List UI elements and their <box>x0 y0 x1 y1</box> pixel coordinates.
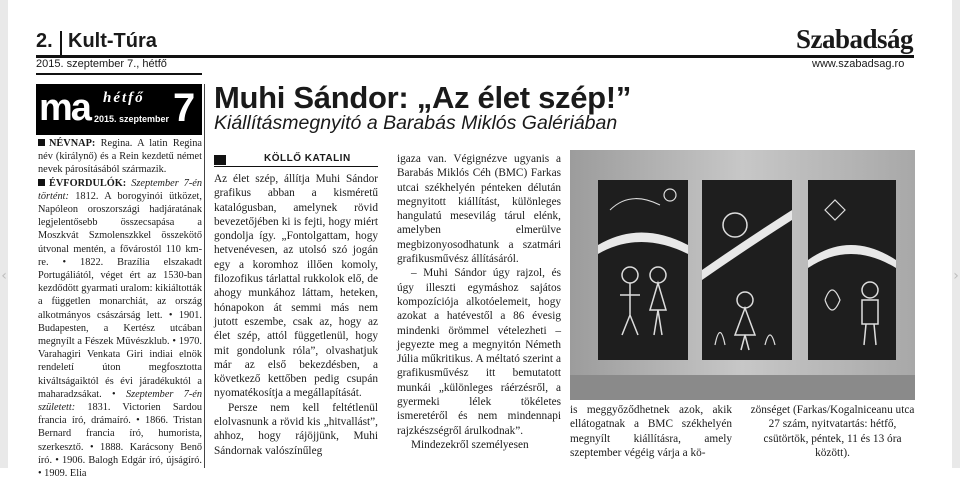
calendar-date: 2015. szeptember <box>94 114 170 124</box>
chevron-left-icon[interactable]: ‹ <box>1 268 7 284</box>
article-paragraph: zönséget (Farkas/Kogalniceanu utca 27 szám, nyitvatartás: hétfő, csütörtök, péntek, 11 és 13 óra között). <box>750 404 915 459</box>
calendar-box <box>36 84 202 135</box>
article-paragraph: is meggyőződhetnek azok, akik ellátogatnak a BMC székhelyén megnyílt kiállításra, amely szeptember végéig várja a kö- <box>570 404 732 459</box>
artwork-panel <box>702 180 792 360</box>
left-column-text <box>38 137 202 480</box>
article-column-3 <box>570 403 732 460</box>
website-url[interactable]: www.szabadsag.ro <box>812 58 905 70</box>
author-name: KÖLLŐ KATALIN <box>264 153 351 164</box>
article-subtitle: Kiállításmegnyitó a Barabás Miklós Galériában <box>214 112 618 134</box>
calendar-ma: ma <box>39 87 90 129</box>
nevnap-paragraph <box>38 137 202 177</box>
byline <box>214 153 378 167</box>
bullet-square-icon <box>38 179 45 186</box>
article-column-2 <box>397 152 561 452</box>
evfordulok-text-2: 1831. Victorien Sardou francia író, drámaíró. • 1866. Tristan Bernard francia író, humorista, szerkesztő. • 1888. Karácsony Benő író. • 1906. Balogh Edgár író, újságíró. • 1909. Elia <box>38 402 202 480</box>
article-paragraph: – Muhi Sándor úgy rajzol, és úgy illeszti egymáshoz sajátos kompozíciója alkotóelemeit, hogy azokat a hatévestől a 86 évesig mindenki örömmel vételezheti – jegyezte meg a megnyitón Németh Júlia műkritikus. A méltató szerint a grafikusművész itt bemutatott munkái „különleges ráérzésről, a gyermeki lélek tökéletes ismeretéről és nem mindennapi rajzkészségről árulkodnak”. <box>397 267 561 437</box>
section-title: Kult-Túra <box>68 30 157 52</box>
newspaper-logo: Szabadság <box>796 24 914 54</box>
article-paragraph: Persze nem kell feltétlenül elolvasnunk a rövid kis „hitvallást”, ahhoz, hogy rájöjjünk, Muhi Sándornak valószínűleg <box>214 401 378 457</box>
page-number: 2. <box>36 30 53 52</box>
column-divider <box>204 84 205 468</box>
byline-marker-icon <box>214 155 226 165</box>
nevnap-text: Regina. A latin Regina név (királynő) és a Rein kezdetű német nevek párosításából származik. <box>38 138 203 176</box>
article-paragraph: igaza van. Végignézve ugyanis a Barabás Miklós Céh (BMC) Farkas utcai székhelyén pénteken délután megnyitott kiállítást, különleges hangulatú mesevilág tárul elénk, amelyben elmerülve megbizonyosodhatunk a szatmári grafikusművész állításáról. <box>397 153 561 266</box>
calendar-day-number: 7 <box>173 86 196 130</box>
evfordulok-intro: Szeptember 7-én történt: <box>38 177 202 202</box>
article-title: Muhi Sándor: „Az élet szép!” <box>214 80 632 115</box>
bullet-square-icon <box>38 139 45 146</box>
evfordulok-label: ÉVFORDULÓK: <box>49 177 127 189</box>
previous-page-edge[interactable] <box>0 0 8 468</box>
header-rule <box>36 55 914 58</box>
exhibition-photo <box>570 150 915 400</box>
article-column-1 <box>214 172 378 458</box>
evfordulok-paragraph <box>38 177 202 480</box>
article-paragraph: Az élet szép, állítja Muhi Sándor grafikus abban a kisméretű katalógusban, amelynek rövid bevezetőjében ki is fejti, hogy miért gondolja így. „Fontolgattam, hogy hetvenévesen, az utolsó szó jogán egy a koromhoz illően komoly, filozofikus tárlattal rukkolok elő, de ahogy munkához láttam, heteken, hónapokon át semmi más nem jutott eszembe, csak az, hogy az élet szép, attól függetlenül, hogy mit gondolunk róla”, olvashatjuk már az első bekezdésben, a következő kettőben pedig csupán nyomatékosítja a megállapítását. <box>214 173 378 400</box>
evfordulok-intro-2: Szeptember 7-én született: <box>38 388 202 414</box>
chevron-right-icon[interactable]: › <box>953 268 959 284</box>
next-page-edge[interactable] <box>952 0 960 468</box>
issue-date: 2015. szeptember 7., hétfő <box>36 58 167 70</box>
left-column-rule <box>36 73 202 75</box>
nevnap-label: NÉVNAP: <box>49 138 96 149</box>
header-divider <box>60 31 62 55</box>
artwork-panel <box>808 180 896 360</box>
evfordulok-text-1: 1812. A borogyinói ütközet, Napóleon oroszországi hadjáratának legjelentősebb összecsapása a Moszkvát Szmolenszkkel összekötő útvonal mentén, a fővárostól 110 km-re. • 1822. Brazília elszakadt Portugáliától, véget ért az 1530-ban kezdődött gyarmati uralom: kikiáltották a független monarchiát, az ország alkotmányos császárság lett. • 1901. Budapesten, a Kertész utcában megnyílt a Fészek Művészklub. • 1970. Varahagiri Venkata Giri indiai elnök rendeletí úton megfosztotta kiváltságaiktól és évi járadékuktól a maharadzsákat. • <box>38 190 202 400</box>
article-column-4 <box>750 403 915 460</box>
article-paragraph: Mindezekről személyesen <box>411 438 529 451</box>
calendar-day-name: hétfő <box>103 90 145 106</box>
artwork-panel <box>598 180 688 360</box>
